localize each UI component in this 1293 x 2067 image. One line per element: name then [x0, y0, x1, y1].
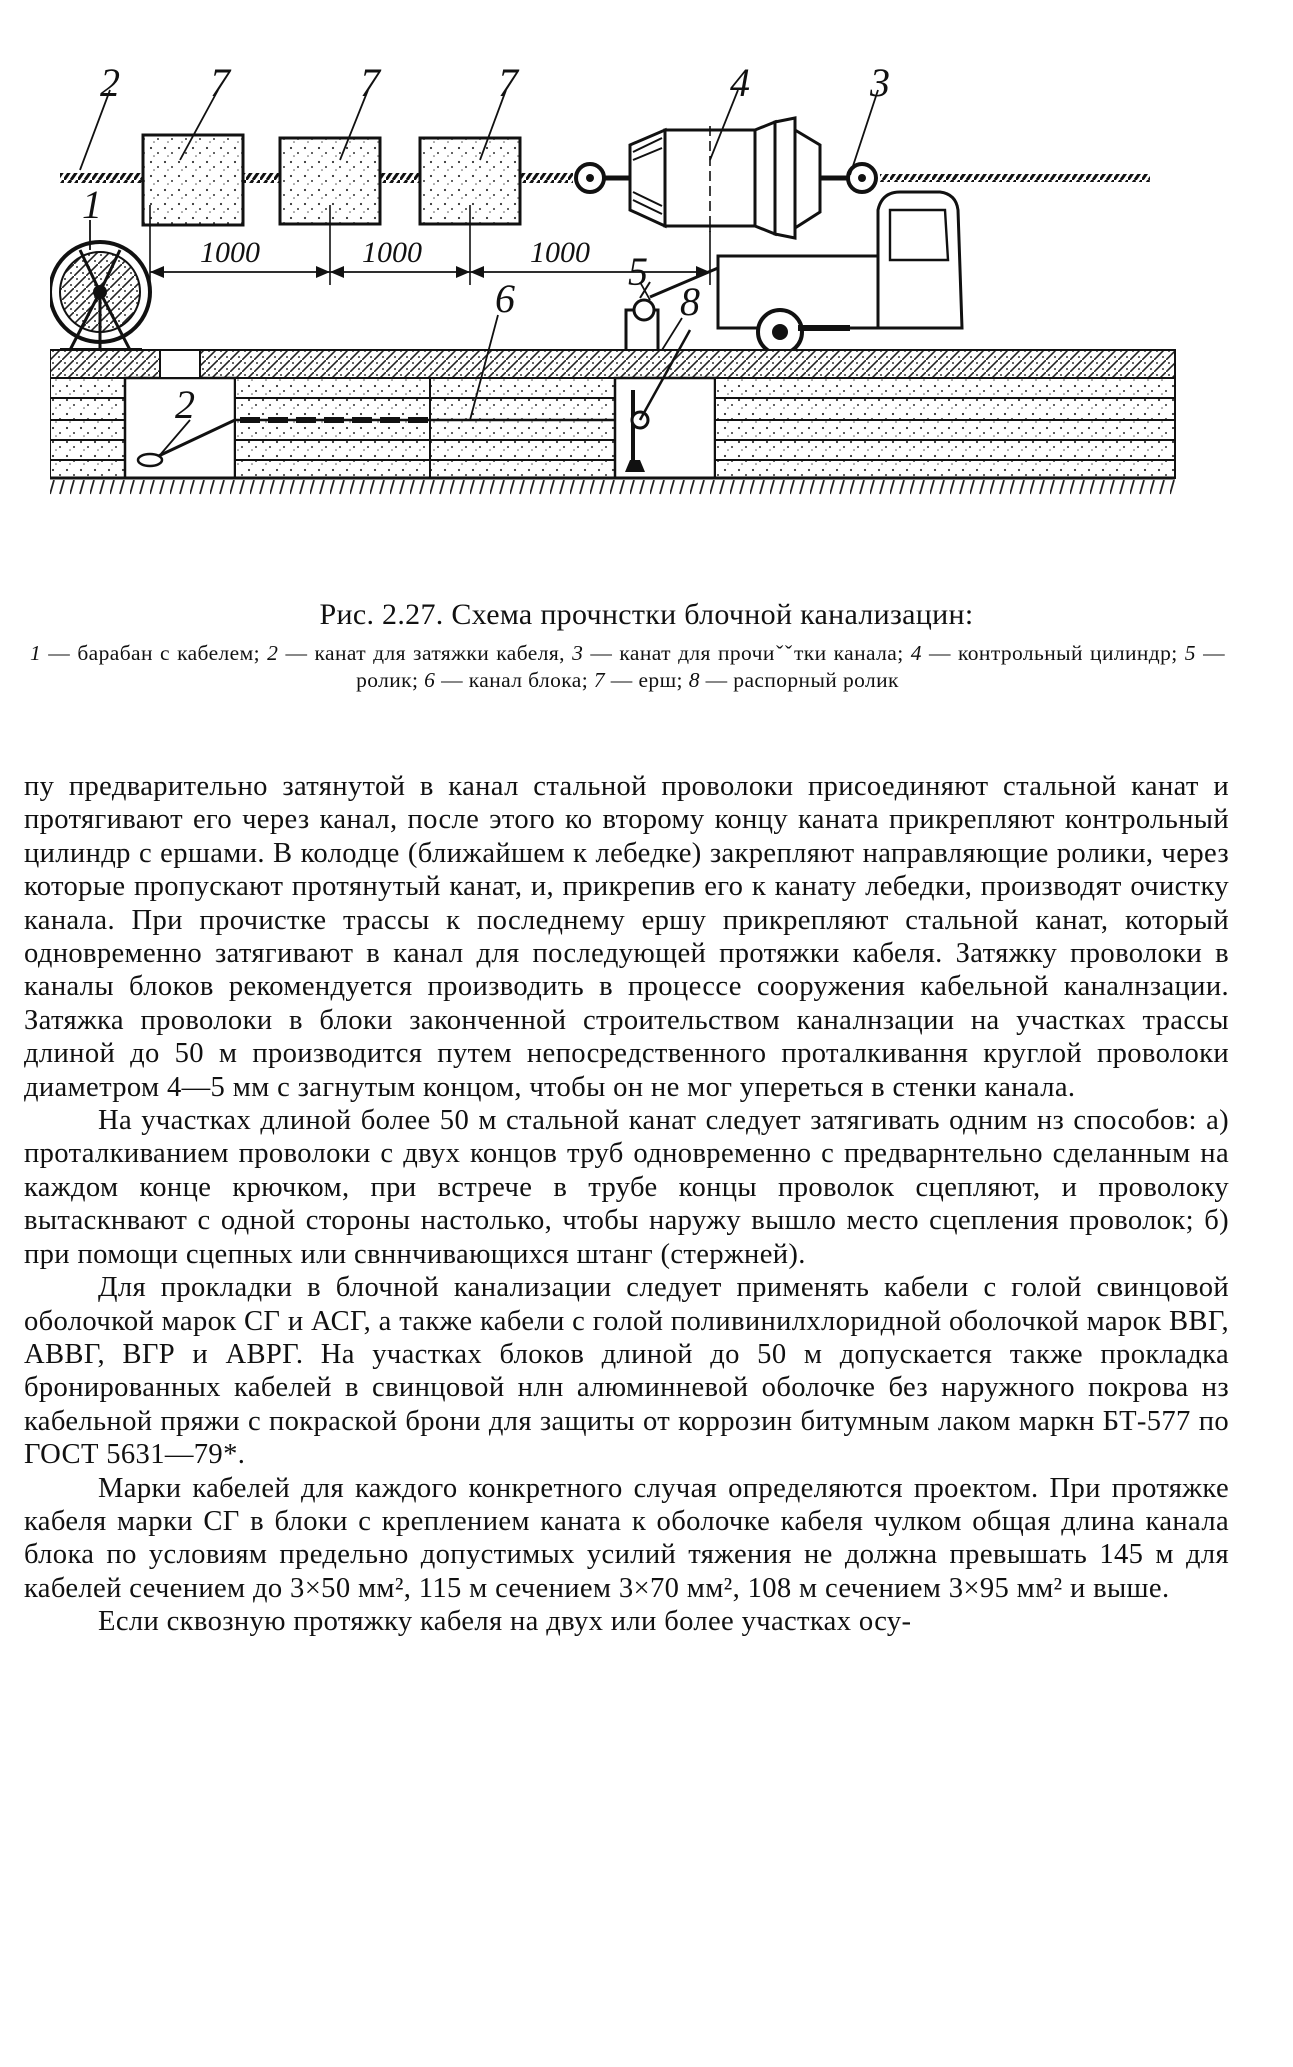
figure-drawing	[50, 60, 1180, 580]
rope-segment	[60, 173, 155, 183]
paragraph: Для прокладки в блочной канализации следует применять кабели с голой свинцовой оболочкой марок СГ и АСГ, а также кабели с голой поливинилхлоридной оболочкой марок ВВГ, АВВГ, ВГР и АВРГ. На участках блоков длиной до 50 м допускается также прокладка бронированных кабелей в свинцовой нлн алюминневой оболочке без наружного покрова нз кабельной пряжи с покраской брони для защиты от коррозин битумным лаком маркн БТ-577 по ГОСТ 5631—79*.	[24, 1272, 1229, 1471]
figure-label: 2	[100, 60, 120, 105]
dimension-label: 1000	[200, 236, 260, 269]
figure-label: 2	[175, 382, 195, 427]
legend-text: — контрольный цилиндр;	[921, 641, 1185, 665]
legend-number: 6	[424, 668, 436, 692]
legend-number: 8	[688, 668, 700, 692]
legend-number: 1	[30, 641, 42, 665]
figure-label: 7	[210, 60, 230, 105]
dimension-label: 1000	[362, 236, 422, 269]
channel-block	[235, 378, 615, 478]
paragraph: пу предварительно затянутой в канал стальной проволоки присоединяют стальной канат и протягивают его через канал, после этого ко второму концу каната прикрепляют контрольный цилиндр с ершами. В колодце (ближайшем к лебедке) закрепляют направляющие ролики, через которые пропускают протянутый канат, и, прикрепив его к канату лебедки, производят очистку канала. При прочистке трассы к последнему ершу прикрепляют стальной канат, который одновременно затягивают в канал для последующей протяжки кабеля. Затяжку проволоки в каналы блоков рекомендуется производить в процессе сооружения кабельной каналнзации. Затяжка проволоки в блоки законченной строительством каналнзации на участках трассы длиной до 50 м производится путем непосредственного проталкивання круглой проволоки диаметром 4—5 мм с загнутым концом, чтобы он не мог упереться в стенки канала.	[24, 771, 1229, 1103]
legend-number: 4	[910, 641, 922, 665]
figure-label: 1	[82, 182, 102, 227]
brush-1	[143, 135, 243, 225]
legend-text: — ерш;	[605, 668, 689, 692]
legend-number: 5	[1184, 641, 1196, 665]
paragraph: Марки кабелей для каждого конкретного случая определяются проектом. При протяжке кабеля марки СГ в блоки с креплением каната к оболочке кабеля чулком общая длина канала блока по условиям предельно допустимых усилий тяжения не должна превышать 145 м для кабелей сечением до 3×50 мм², 115 м сечением 3×70 мм², 108 м сечением 3×95 мм² и выше.	[24, 1472, 1229, 1604]
rope-segment	[518, 173, 573, 183]
figure-label: 4	[730, 60, 750, 105]
legend-text: — барабан с кабелем;	[41, 641, 268, 665]
legend-text: — канал блока;	[435, 668, 594, 692]
legend-number: 2	[267, 641, 279, 665]
figure-label: 8	[680, 279, 700, 324]
legend-text: — канат для прочиˇˇтки канала;	[583, 641, 911, 665]
dimension-label: 1000	[530, 236, 590, 269]
figure-label: 6	[495, 276, 515, 321]
legend-text: — канат для затяжки кабеля,	[278, 641, 573, 665]
body-text	[24, 770, 1229, 1639]
ground-base	[50, 478, 1175, 498]
figure-label: 5	[628, 249, 648, 294]
control-cylinder	[576, 118, 876, 238]
legend-text: — ролик;	[356, 641, 1225, 692]
legend-number: 7	[593, 668, 606, 692]
soil-block	[715, 378, 1175, 478]
figure-label: 7	[498, 60, 518, 105]
soil-block	[50, 378, 125, 478]
figure-label: 3	[870, 60, 890, 105]
legend-text: — распорный ролик	[699, 668, 899, 692]
figure-caption-title: Рис. 2.27. Схема прочнстки блочной канализацин:	[319, 598, 974, 631]
paragraph: Если сквозную протяжку кабеля на двух или более участках осу-	[98, 1606, 912, 1638]
figure-block-channel-cleaning	[50, 60, 1180, 580]
rope-segment	[930, 174, 1150, 182]
paragraph: На участках длиной более 50 м стальной канат следует затягивать одним нз способов: а) проталкиванием проволоки с двух концов труб одновременно с предварнтельно сделанным на каждом конце крючком, при встрече в трубе концы проволок сцепляют, и проволоку вытаскнвают с одной стороны настолько, чтобы наружу вышло место сцепления проволок; б) при помощи сцепных или свннчивающихся штанг (стержней).	[24, 1105, 1229, 1270]
figure-caption-legend	[30, 640, 1225, 694]
legend-number: 3	[572, 641, 584, 665]
road-surface	[50, 350, 1175, 378]
figure-label: 7	[360, 60, 380, 105]
cable-drum	[50, 242, 150, 350]
